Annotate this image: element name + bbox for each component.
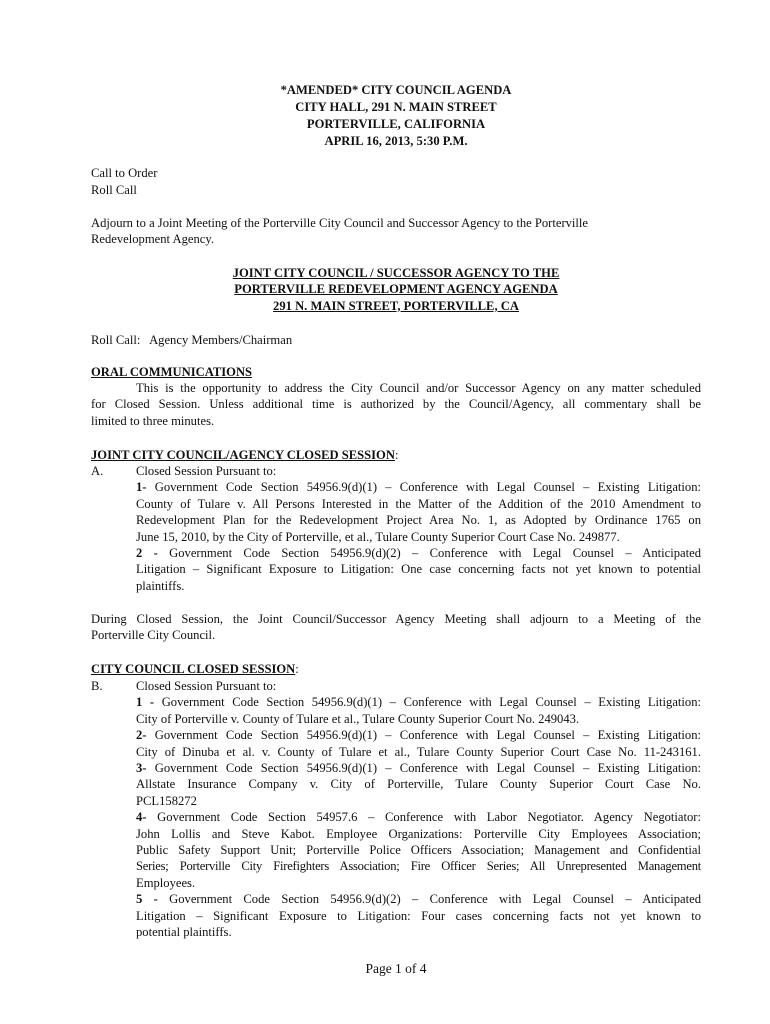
joint-item-1-line-4: June 15, 2010, by the City of Porterville, et al., Tulare County Superior Court Case No. 249877.	[136, 529, 620, 544]
council-closed-session-heading	[91, 661, 299, 677]
joint-item-2-line-2: Litigation – Significant Exposure to Litigation: One case concerning facts not yet known to potential	[136, 562, 701, 577]
during-line-1: During Closed Session, the Joint Council/Successor Agency Meeting shall adjourn to a Meeting of the	[91, 612, 701, 626]
header-line-3: PORTERVILLE, CALIFORNIA	[306, 117, 486, 131]
council-item-4-line-1: 4- Government Code Section 54957.6 – Conference with Labor Negotiator. Agency Negotiator:	[136, 810, 701, 825]
council-item-4-line-3: Public Safety Support Unit; Porterville Police Officers Association; Management and Confidential	[136, 843, 701, 858]
joint-closed-intro: Closed Session Pursuant to:	[136, 464, 277, 478]
joint-item-1-number: 1-	[136, 480, 147, 495]
adjourn-line-1: Adjourn to a Joint Meeting of the Porterville City Council and Successor Agency to the Porterville	[91, 216, 589, 230]
agenda-header	[0, 82, 770, 150]
council-closed-heading-colon: :	[295, 662, 299, 676]
roll-call: Roll Call	[91, 183, 137, 197]
council-item-4-line-2: John Lollis and Steve Kabot. Employee Organizations: Porterville City Employees Association;	[136, 826, 701, 841]
joint-closed-body	[136, 463, 701, 594]
header-line-4: APRIL 16, 2013, 5:30 P.M.	[324, 134, 468, 148]
joint-item-2-number: 2 -	[136, 546, 158, 561]
council-item-4-line-5: Employees.	[136, 875, 196, 890]
council-item-5-line-2: Litigation – Significant Exposure to Litigation: Four cases concerning facts not yet known to	[136, 908, 701, 923]
council-item-5-line-3: potential plaintiffs.	[136, 925, 232, 940]
joint-item-1-line-2: County of Tulare v. All Persons Interested in the Matter of the Addition of the 2010 Amendment to	[136, 496, 701, 511]
council-item-1-line-2: City of Porterville v. County of Tulare et al., Tulare County Superior Court No. 249043.	[136, 711, 580, 726]
council-closed-heading-text: CITY COUNCIL CLOSED SESSION	[91, 662, 296, 676]
page-number: Page 1 of 4	[365, 961, 427, 976]
joint-agenda-heading	[0, 265, 770, 314]
council-item-4-line-4: Series; Porterville City Firefighters Association; Fire Officer Series; All Unrepresented Management	[136, 859, 701, 874]
council-item-1-line-1: 1 - Government Code Section 54956.9(d)(1) – Conference with Legal Counsel – Existing Litigation:	[136, 695, 702, 710]
joint-item-1-line-1: 1- Government Code Section 54956.9(d)(1) – Conference with Legal Counsel – Existing Litigation:	[136, 480, 701, 495]
council-item-1-number: 1 -	[136, 695, 155, 710]
joint-closed-heading-colon: :	[394, 448, 399, 462]
council-item-3-number: 3-	[136, 761, 147, 776]
oral-line-1: This is the opportunity to address the City Council and/or Successor Agency on any matter scheduled	[136, 381, 701, 395]
oral-line-2: for Closed Session. Unless additional time is authorized by the Council/Agency, all commentary shall be	[91, 397, 701, 412]
oral-line-3: limited to three minutes.	[91, 413, 215, 428]
joint-heading-line-1: JOINT CITY COUNCIL / SUCCESSOR AGENCY TO THE	[232, 266, 560, 280]
joint-closed-session-heading	[91, 447, 398, 463]
council-item-4-number: 4-	[136, 810, 147, 825]
oral-communications-heading: ORAL COMMUNICATIONS	[91, 365, 253, 379]
header-line-1: *AMENDED* CITY COUNCIL AGENDA	[280, 83, 512, 97]
joint-heading-line-2: PORTERVILLE REDEVELOPMENT AGENCY AGENDA	[234, 282, 558, 297]
joint-item-2-line-3: plaintiffs.	[136, 578, 185, 593]
council-item-5-line-1: 5 - Government Code Section 54956.9(d)(2) – Conference with Legal Counsel – Anticipated	[136, 892, 701, 907]
council-item-2-number: 2-	[136, 728, 147, 743]
joint-closed-heading-text: JOINT CITY COUNCIL/AGENCY CLOSED SESSION	[91, 448, 395, 462]
during-paragraph	[91, 611, 701, 644]
call-to-order: Call to Order	[91, 166, 158, 180]
roll-call-agency: Roll Call: Agency Members/Chairman	[91, 333, 293, 347]
council-closed-letter: B.	[91, 679, 103, 693]
council-closed-intro: Closed Session Pursuant to:	[136, 679, 277, 693]
joint-item-1-line-3: Redevelopment Plan for the Redevelopment Project Area No. 1, as Adopted by Ordinance 1765 on	[136, 513, 701, 528]
joint-item-2-line-1: 2 - Government Code Section 54956.9(d)(2) – Conference with Legal Counsel – Anticipated	[136, 546, 701, 561]
adjourn-line-2: Redevelopment Agency.	[91, 232, 214, 247]
council-item-5-number: 5 -	[136, 892, 158, 907]
oral-communications-body	[91, 380, 701, 429]
council-item-3-line-1: 3- Government Code Section 54956.9(d)(1) – Conference with Legal Counsel – Existing Litigation:	[136, 761, 701, 776]
during-line-2: Porterville City Council.	[91, 628, 216, 643]
council-item-2-line-1: 2- Government Code Section 54956.9(d)(1) – Conference with Legal Counsel – Existing Litigation:	[136, 728, 701, 743]
header-line-2: CITY HALL, 291 N. MAIN STREET	[295, 100, 497, 114]
joint-closed-letter: A.	[91, 464, 104, 478]
council-item-3-line-2: Allstate Insurance Company v. City of Porterville, Tulare County Superior Court Case No.	[136, 777, 701, 792]
adjourn-paragraph	[91, 215, 701, 248]
council-closed-body	[136, 678, 701, 941]
council-item-3-line-3: PCL158272	[136, 793, 197, 808]
joint-heading-line-3: 291 N. MAIN STREET, PORTERVILLE, CA	[273, 298, 519, 313]
council-item-2-line-2: City of Dinuba et al. v. County of Tulare et al., Tulare County Superior Court Case No. 11-243161.	[136, 744, 701, 759]
